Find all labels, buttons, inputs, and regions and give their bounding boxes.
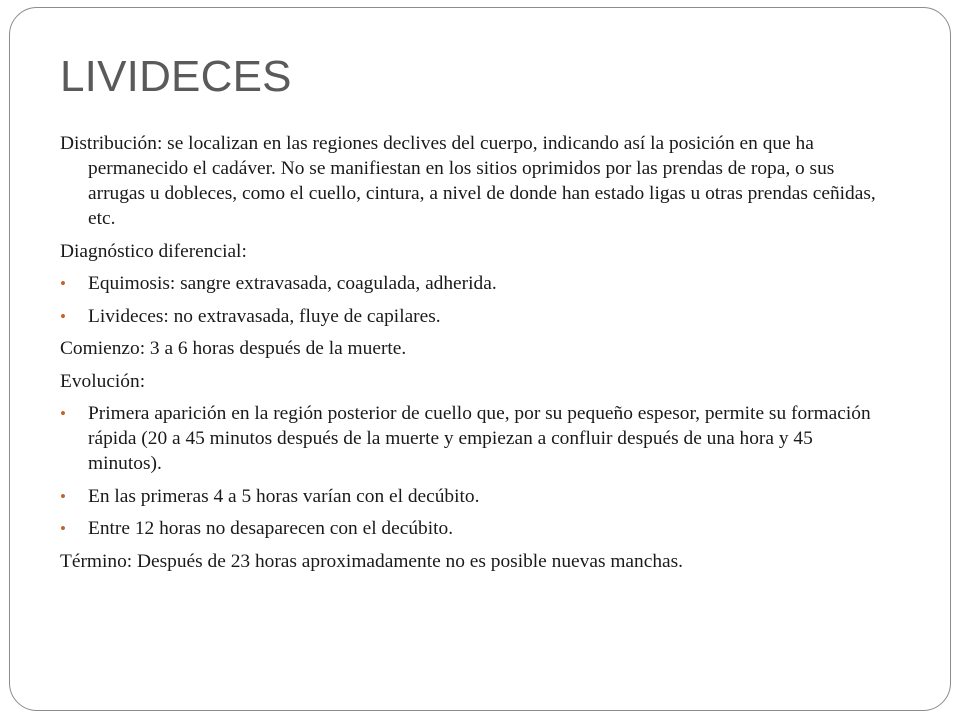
paragraph-termino: Término: Después de 23 horas aproximadamente no es posible nuevas manchas. xyxy=(60,550,684,572)
slide-body xyxy=(60,131,890,581)
bullet-text: En las primeras 4 a 5 horas varían con el decúbito. xyxy=(88,485,480,507)
bullet-text: Livideces: no extravasada, fluye de capilares. xyxy=(88,305,441,327)
paragraph-comienzo: Comienzo: 3 a 6 horas después de la muerte. xyxy=(60,338,407,359)
paragraph-distribucion: Distribución: se localizan en las regiones declives del cuerpo, indicando así la posición en que ha permanecido el cadáver. No se manifiestan en los sitios oprimidos por las prendas de ropa, o sus arrugas u dobleces, como el cuello, cintura, a nivel de donde han estado ligas u otras prendas ceñidas, etc. xyxy=(60,133,876,229)
bullet-text: Equimosis: sangre extravasada, coagulada, adherida. xyxy=(88,273,497,294)
bullet-icon: • xyxy=(60,519,66,538)
bullet-item-equimosis xyxy=(60,271,890,296)
bullet-item-primeras-horas xyxy=(60,484,890,509)
bullet-icon: • xyxy=(60,306,66,326)
bullet-item-doce-horas xyxy=(60,516,890,541)
paragraph-evolucion: Evolución: xyxy=(60,370,146,392)
bullet-text: Entre 12 horas no desaparecen con el decúbito. xyxy=(88,518,454,539)
bullet-item-livideces xyxy=(60,304,890,329)
slide-title: LIVIDECES xyxy=(60,52,292,101)
bullet-icon: • xyxy=(60,404,66,423)
bullet-icon: • xyxy=(60,486,66,506)
bullet-item-primera-aparicion xyxy=(60,401,890,476)
bullet-icon: • xyxy=(60,274,66,293)
bullet-text: Primera aparición en la región posterior de cuello que, por su pequeño espesor, permite su formación rápida (20 a 45 minutos después de la muerte y empiezan a confluir después de una hora y 45 minutos). xyxy=(88,403,871,474)
paragraph-diagnostico: Diagnóstico diferencial: xyxy=(60,240,247,262)
